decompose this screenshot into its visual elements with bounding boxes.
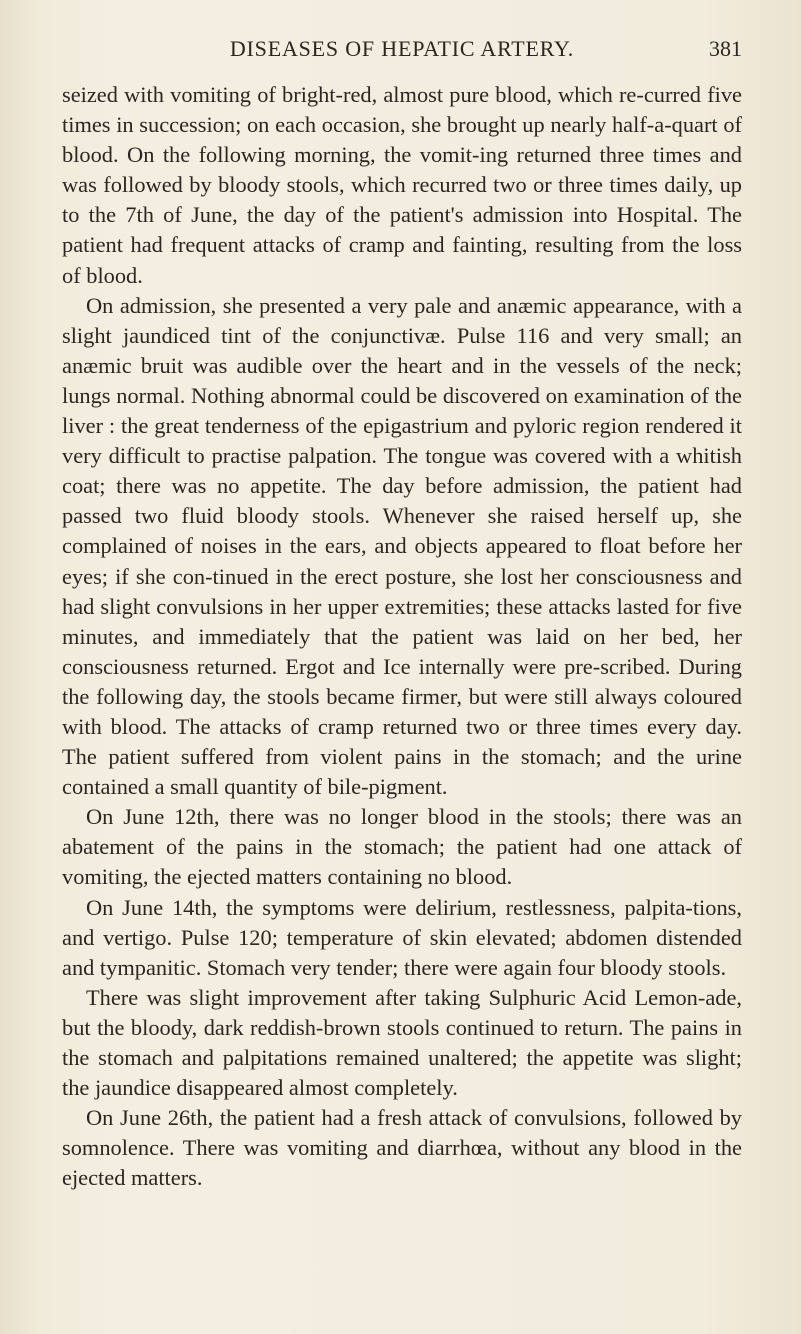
paragraph-improvement: There was slight improvement after taking Sulphuric Acid Lemon-ade, but the bloody, dark reddish-brown stools continued to return. The pains in the stomach and palpitations remained unaltered; the appetite was slight; the jaundice disappeared almost completely. <box>62 984 742 1101</box>
running-head <box>62 36 742 66</box>
paragraph-continuation: seized with vomiting of bright-red, almost pure blood, which re-curred five times in succession; on each occasion, she brought up nearly half-a-quart of blood. On the following morning, the vomit-ing returned three times and was followed by bloody stools, which recurred two or three times daily, up to the 7th of June, the day of the patient's admission into Hospital. The patient had frequent attacks of cramp and fainting, resulting from the loss of blood. <box>62 82 742 288</box>
paragraph-june-12: On June 12th, there was no longer blood in the stools; there was an abatement of the pains in the stomach; the patient had one attack of vomiting, the ejected matters containing no blood. <box>62 804 742 890</box>
paragraph-june-26: On June 26th, the patient had a fresh attack of convulsions, followed by somnolence. There was vomiting and diarrhœa, without any blood in the ejected matters. <box>62 1105 742 1191</box>
paragraph-admission: On admission, she presented a very pale and anæmic appearance, with a slight jaundiced tint of the conjunctivæ. Pulse 116 and very small; an anæmic bruit was audible over the heart and in the vessels of the neck; lungs normal. Nothing abnormal could be discovered on examination of the liver : the great tenderness of the epigastrium and pyloric region rendered it very difficult to practise palpation. The tongue was covered with a whitish coat; there was no appetite. The day before admission, the patient had passed two fluid bloody stools. Whenever she raised herself up, she complained of noises in the ears, and objects appeared to float before her eyes; if she con-tinued in the erect posture, she lost her consciousness and had slight convulsions in her upper extremities; these attacks lasted for five minutes, and immediately that the patient was laid on her bed, her consciousness returned. Ergot and Ice internally were pre-scribed. During the following day, the stools became firmer, but were still always coloured with blood. The attacks of cramp returned two or three times every day. The patient suffered from violent pains in the stomach; and the urine contained a small quantity of bile-pigment. <box>62 292 742 800</box>
body-text <box>62 80 742 1193</box>
page-number: 381 <box>709 36 742 61</box>
paragraph-june-14: On June 14th, the symptoms were delirium, restlessness, palpita-tions, and vertigo. Pulse 120; temperature of skin elevated; abdomen distended and tympanitic. Stomach very tender; there were again four bloody stools. <box>62 894 742 980</box>
page-title: DISEASES OF HEPATIC ARTERY. <box>229 36 575 61</box>
